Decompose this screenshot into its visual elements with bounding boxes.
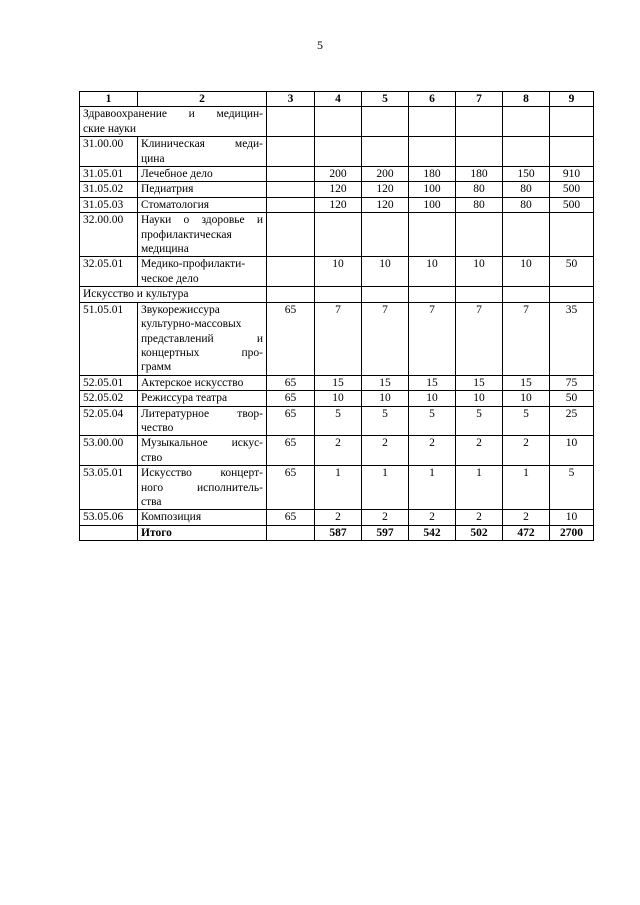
row-name: Педиатрия [138, 182, 267, 197]
row-name: Лечебное дело [138, 167, 267, 182]
row-code: 32.00.00 [80, 213, 138, 257]
total-label: Итого [138, 525, 267, 540]
row-code: 31.05.02 [80, 182, 138, 197]
table-row: 32.05.01 Медико-профилакти- ческое дело 10 10 10 10 10 50 [80, 257, 594, 287]
table-row: 31.05.02 Педиатрия 120 120 100 80 80 500 [80, 182, 594, 197]
section-title-arts: Искусство и культура [80, 287, 267, 302]
row-code: 53.05.06 [80, 510, 138, 525]
row-code: 51.05.01 [80, 302, 138, 375]
header-row [80, 92, 594, 107]
row-name: Клиническая меди- цина [138, 137, 267, 167]
row-name: Актерское искусство [138, 375, 267, 390]
column-header-9: 9 [550, 92, 594, 107]
row-code: 52.05.01 [80, 375, 138, 390]
row-name: Режиссура театра [138, 391, 267, 406]
row-code: 53.00.00 [80, 436, 138, 466]
section-title-line: ские науки [83, 122, 136, 135]
row-name: Медико-профилакти- ческое дело [138, 257, 267, 287]
table-row: 52.05.01 Актерское искусство 65 15 15 15 15 15 75 [80, 375, 594, 390]
row-code: 31.00.00 [80, 137, 138, 167]
table-row: 51.05.01 Звукорежиссура культурно-массовых представлений и концертных про- грамм 65 7 7 7 7 7 35 [80, 302, 594, 375]
table-row [80, 213, 594, 257]
row-name: Стоматология [138, 197, 267, 212]
section-row-arts [80, 287, 594, 302]
column-header-5: 5 [362, 92, 409, 107]
table-row: 53.05.06 Композиция 65 2 2 2 2 2 10 [80, 510, 594, 525]
section-row-health [80, 107, 594, 137]
table-row: 53.00.00 Музыкальное искус- ство 65 2 2 2 2 2 10 [80, 436, 594, 466]
row-name: Искусство концерт- ного исполнитель- ства [138, 466, 267, 510]
table-row: 52.05.04 Литературное твор- чество 65 5 5 5 5 5 25 [80, 406, 594, 436]
row-name: Литературное твор- чество [138, 406, 267, 436]
row-code: 32.05.01 [80, 257, 138, 287]
row-code: 31.05.03 [80, 197, 138, 212]
table-row: 52.05.02 Режиссура театра 65 10 10 10 10 10 50 [80, 391, 594, 406]
row-code: 53.05.01 [80, 466, 138, 510]
column-header-7: 7 [456, 92, 503, 107]
row-name: Музыкальное искус- ство [138, 436, 267, 466]
column-header-1: 1 [80, 92, 138, 107]
total-row [80, 525, 594, 540]
row-name: Звукорежиссура культурно-массовых представлений и концертных про- грамм [138, 302, 267, 375]
section-title-line: Здравоохранение и медицин- [83, 108, 263, 121]
column-header-2: 2 [138, 92, 267, 107]
row-code: 52.05.04 [80, 406, 138, 436]
column-header-4: 4 [315, 92, 362, 107]
column-header-8: 8 [503, 92, 550, 107]
admission-quota-table [79, 91, 594, 541]
total-value: 502 [456, 525, 503, 540]
total-value: 587 [315, 525, 362, 540]
column-header-3: 3 [267, 92, 315, 107]
total-value: 542 [409, 525, 456, 540]
total-value: 597 [362, 525, 409, 540]
table-row [80, 137, 594, 167]
total-value: 472 [503, 525, 550, 540]
page-number: 5 [317, 38, 323, 52]
table-row: 31.05.03 Стоматология 120 120 100 80 80 500 [80, 197, 594, 212]
row-code: 31.05.01 [80, 167, 138, 182]
row-name: Композиция [138, 510, 267, 525]
table-row: 53.05.01 Искусство концерт- ного исполнитель- ства 65 1 1 1 1 1 5 [80, 466, 594, 510]
total-value: 2700 [550, 525, 594, 540]
column-header-6: 6 [409, 92, 456, 107]
section-title-health [80, 107, 267, 137]
table-row: 31.05.01 Лечебное дело 200 200 180 180 150 910 [80, 167, 594, 182]
row-name: Науки о здоровье и профилактическая медицина [138, 213, 267, 257]
row-code: 52.05.02 [80, 391, 138, 406]
